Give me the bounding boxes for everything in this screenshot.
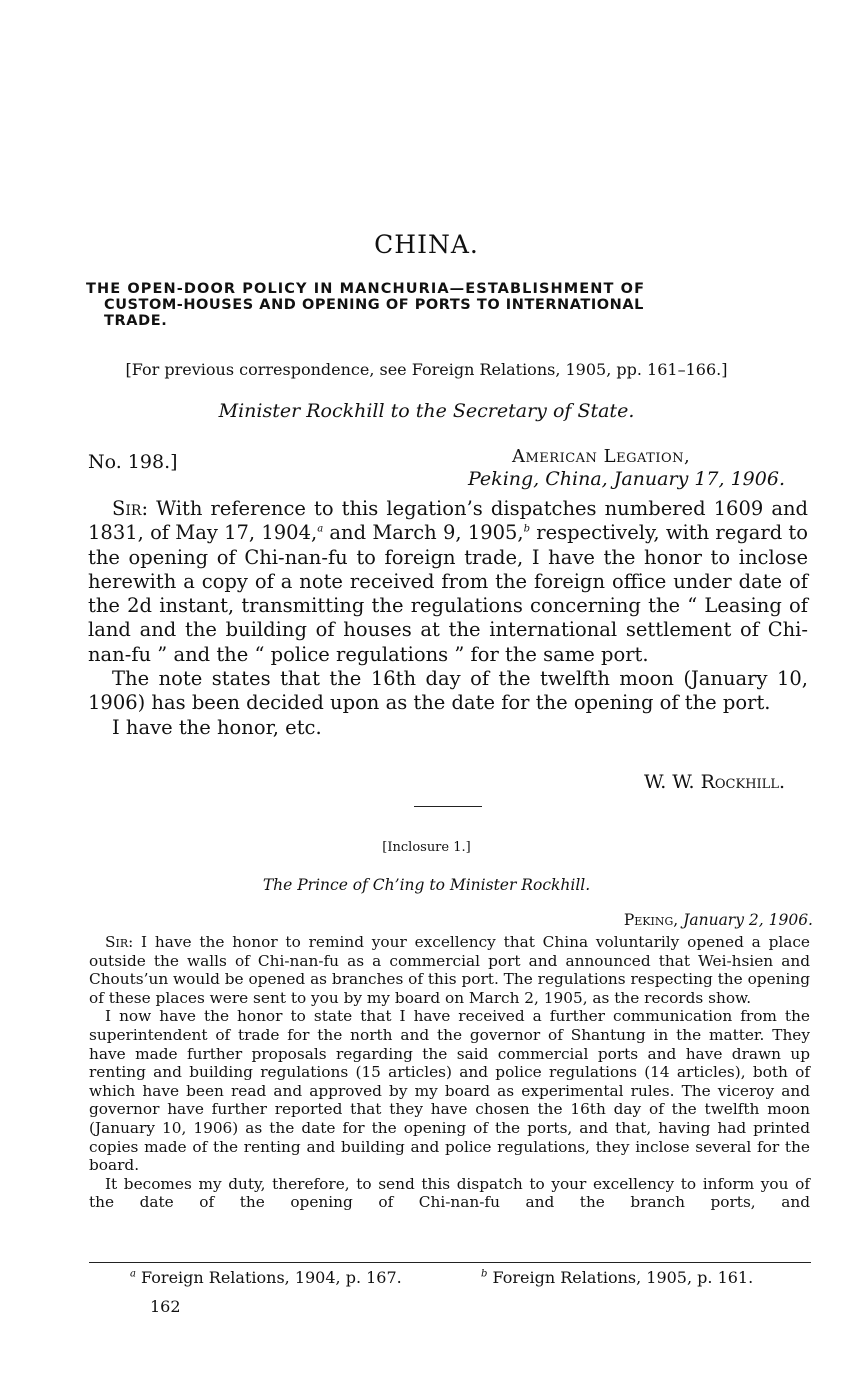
country-heading: CHINA. bbox=[374, 230, 479, 259]
heading-line-1: THE OPEN-DOOR POLICY IN MANCHURIA—ESTABLISHMENT OF bbox=[86, 281, 646, 297]
signature: W. W. Rockhill. bbox=[644, 771, 785, 793]
footnote-a: $^a$ Foreign Relations, 1904, p. 167. bbox=[130, 1268, 402, 1287]
previous-correspondence-note: [For previous correspondence, see Foreign Relations, 1905, pp. 161–166.] bbox=[125, 360, 728, 379]
footnote-rule bbox=[89, 1262, 811, 1263]
inclosure-paragraph-3: It becomes my duty, therefore, to send this dispatch to your excellency to inform you of the date of the opening of Chi-nan-fu and the branch ports, and bbox=[89, 1174, 810, 1212]
inclosure-label: [Inclosure 1.] bbox=[382, 840, 471, 855]
section-heading bbox=[86, 281, 811, 329]
footnote-mark-a: a bbox=[317, 523, 324, 535]
footnote-b: $^b$ Foreign Relations, 1905, p. 161. bbox=[481, 1268, 754, 1287]
inclosure-title: The Prince of Ch’ing to Minister Rockhill. bbox=[262, 876, 591, 894]
inclosure-salutation: Sir bbox=[105, 933, 129, 951]
salutation: Sir bbox=[112, 497, 142, 520]
inclosure-body bbox=[89, 933, 810, 1212]
divider-rule bbox=[414, 806, 482, 807]
dispatch-number: No. 198.] bbox=[88, 451, 178, 473]
letter-body bbox=[88, 497, 808, 740]
inclosure-paragraph-2: I now have the honor to state that I have received a further communication from the superintendent of trade for the north and the governor of Shantung in the matter. They have made further proposals regarding the said commercial ports and have drawn up renting and building regulations (15 articles) and police regulations (14 articles), both of which have been read and approved by my board as experimental rules. The viceroy and governor have further reported that they have chosen the 16th day of the twelfth moon (January 10, 1906) as the date for the opening of the ports, and that, having had printed copies made of the renting and building and police regulations, they inclose several for the board. bbox=[89, 1007, 810, 1175]
letter-paragraph-1: Sir: With reference to this legation’s dispatches numbered 1609 and 1831, of May 17, 1904,$^a$ and March 9, 1905,$^b$ respectively, with regard to the opening of Chi-nan-fu to foreign trade, I have the honor to inclose herewith a copy of a note received from the foreign office under date of the 2d instant, transmitting the regulations concerning the “ Leasing of land and the building of houses at the international settlement of Chi-nan-fu ” and the “ police regulations ” for the same port. bbox=[88, 497, 808, 666]
legation-name: American Legation, bbox=[512, 446, 691, 467]
footnote-mark-b: b bbox=[523, 523, 531, 535]
heading-line-2: CUSTOM-HOUSES AND OPENING OF PORTS TO INTERNATIONAL bbox=[104, 297, 644, 313]
letter-place-date: Peking, China, January 17, 1906. bbox=[468, 468, 785, 490]
heading-line-3: TRADE. bbox=[104, 313, 168, 329]
letter-paragraph-3: I have the honor, etc. bbox=[112, 715, 322, 739]
letter-title: Minister Rockhill to the Secretary of State. bbox=[218, 400, 635, 422]
letter-paragraph-2: The note states that the 16th day of the twelfth moon (January 10, 1906) has been decided upon as the date for the opening of the port. bbox=[88, 667, 808, 715]
inclosure-date: Peking, January 2, 1906. bbox=[623, 911, 813, 929]
inclosure-paragraph-1: Sir: I have the honor to remind your excellency that China voluntarily opened a place outside the walls of Chi-nan-fu as a commercial port and announced that Wei-hsien and Chouts’un would be opened as branches of this port. The regulations respecting the opening of these places were sent to you by my board on March 2, 1905, as the records show. bbox=[89, 933, 811, 1007]
page-number: 162 bbox=[150, 1297, 181, 1316]
